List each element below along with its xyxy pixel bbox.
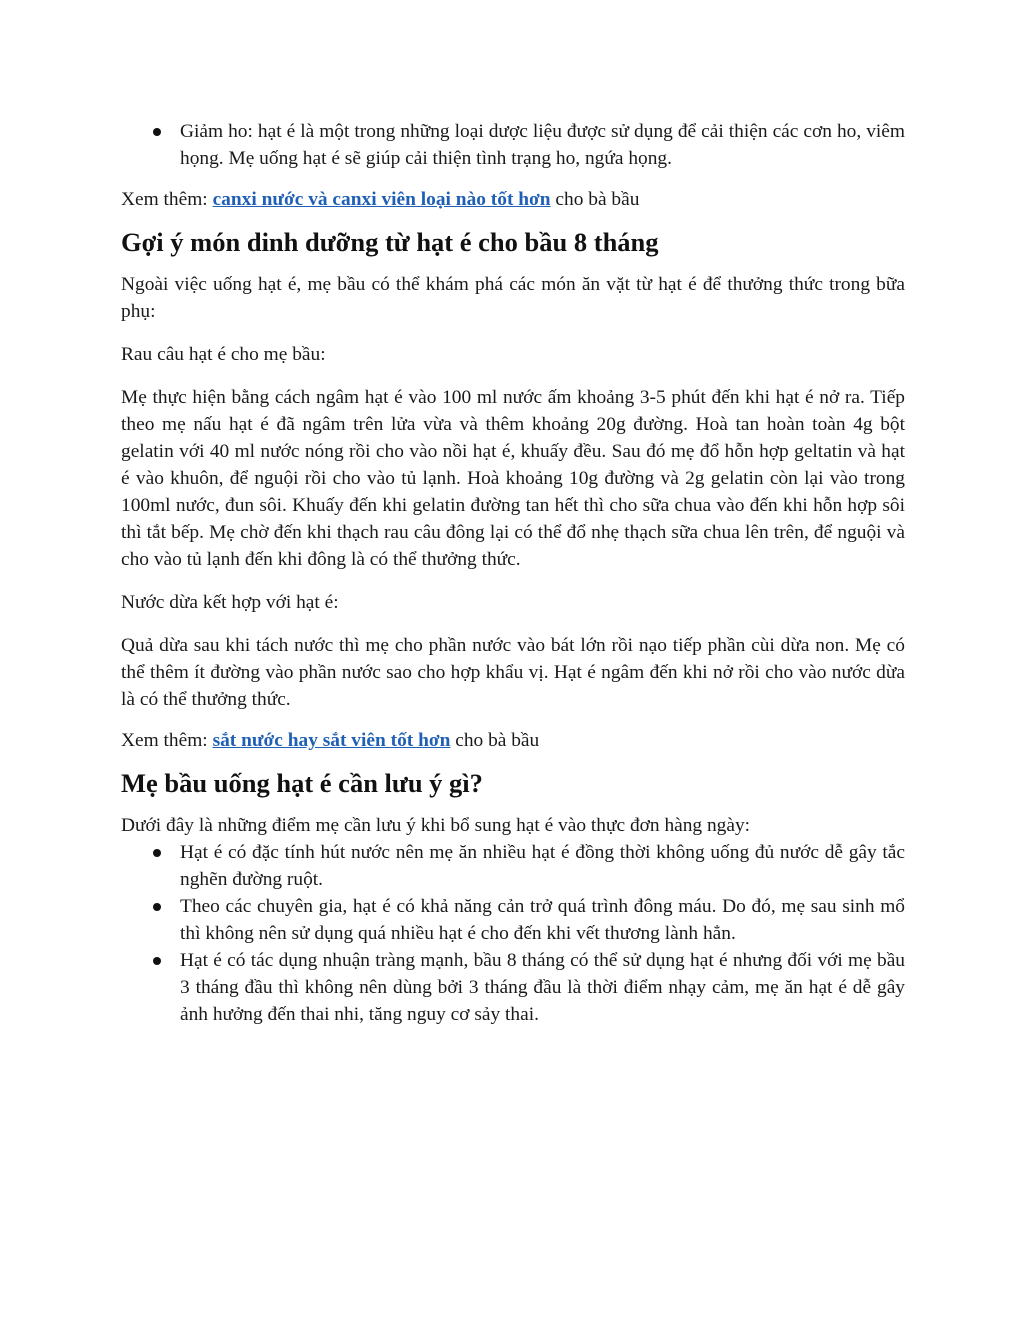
recipe-body-jelly: Mẹ thực hiện bằng cách ngâm hạt é vào 100 ml nước ấm khoảng 3-5 phút đến khi hạt é nở ra. Tiếp theo mẹ nấu hạt é đã ngâm trên lửa vừa và thêm khoảng 20g đường. Hoà tan hoàn toàn 4g bột gelatin với 40 ml nước nóng rồi cho vào nồi hạt é, khuấy đều. Sau đó mẹ đổ hỗn hợp geltatin và hạt é vào khuôn, để nguội rồi cho vào tủ lạnh. Hoà khoảng 10g đường và 2g gelatin còn lại vào trong 100ml nước, đun sôi. Khuấy đến khi gelatin đường tan hết thì cho sữa chua vào đến khi hỗn hợp sôi thì tắt bếp. Mẹ chờ đến khi thạch rau câu đông lại có thể đổ nhẹ thạch sữa chua lên trên, để nguội và cho vào tủ lạnh đến khi đông là có thể thưởng thức. <box>121 387 905 570</box>
see-more-suffix: cho bà bầu <box>550 189 640 210</box>
list-item <box>121 118 905 172</box>
see-more-paragraph-1 <box>121 186 905 213</box>
list-item <box>121 893 905 947</box>
document-page <box>121 118 905 1028</box>
see-more-prefix: Xem thêm: <box>121 189 213 210</box>
bullet-list-bottom <box>121 839 905 1028</box>
see-more-paragraph-2 <box>121 727 905 754</box>
see-more-link-calcium[interactable]: canxi nước và canxi viên loại nào tốt hơn <box>212 189 551 210</box>
bullet-icon <box>153 849 161 857</box>
recipe-title-jelly: Rau câu hạt é cho mẹ bầu: <box>121 344 326 365</box>
intro-paragraph-1: Ngoài việc uống hạt é, mẹ bầu có thể khám phá các món ăn vặt từ hạt é để thưởng thức trong bữa phụ: <box>121 274 905 322</box>
recipe-title-coconut: Nước dừa kết hợp với hạt é: <box>121 592 339 613</box>
section-heading-notes: Mẹ bầu uống hạt é cần lưu ý gì? <box>121 768 483 798</box>
list-item <box>121 839 905 893</box>
recipe-body-coconut: Quả dừa sau khi tách nước thì mẹ cho phần nước vào bát lớn rồi nạo tiếp phần cùi dừa non. Mẹ có thể thêm ít đường vào phần nước sao cho hợp khẩu vị. Hạt é ngâm đến khi nở rồi cho vào nước dừa là có thể thưởng thức. <box>121 635 905 710</box>
intro-paragraph-2: Dưới đây là những điểm mẹ cần lưu ý khi bổ sung hạt é vào thực đơn hàng ngày: <box>121 815 751 836</box>
bullet-icon <box>153 903 161 911</box>
bullet-text: Giảm ho: hạt é là một trong những loại dược liệu được sử dụng để cải thiện các cơn ho, viêm họng. Mẹ uống hạt é sẽ giúp cải thiện tình trạng ho, ngứa họng. <box>180 121 905 169</box>
bullet-list-top <box>121 118 905 172</box>
bullet-text: Theo các chuyên gia, hạt é có khả năng cản trở quá trình đông máu. Do đó, mẹ sau sinh mổ thì không nên sử dụng quá nhiều hạt é cho đến khi vết thương lành hẳn. <box>180 896 905 944</box>
bullet-text: Hạt é có tác dụng nhuận tràng mạnh, bầu 8 tháng có thể sử dụng hạt é nhưng đối với mẹ bầu 3 tháng đầu thì không nên dùng bởi 3 tháng đầu là thời điểm nhạy cảm, mẹ ăn hạt é dễ gây ảnh hưởng đến thai nhi, tăng nguy cơ sảy thai. <box>180 950 905 1025</box>
bullet-icon <box>153 957 161 965</box>
see-more-suffix: cho bà bầu <box>450 730 540 751</box>
see-more-link-iron[interactable]: sắt nước hay sắt viên tốt hơn <box>212 730 451 751</box>
list-item <box>121 947 905 1028</box>
bullet-icon <box>153 128 161 136</box>
see-more-prefix: Xem thêm: <box>121 730 213 751</box>
section-heading-nutrition: Gợi ý món dinh dưỡng từ hạt é cho bầu 8 tháng <box>121 227 659 257</box>
bullet-text: Hạt é có đặc tính hút nước nên mẹ ăn nhiều hạt é đồng thời không uống đủ nước dễ gây tắc nghẽn đường ruột. <box>180 842 905 890</box>
